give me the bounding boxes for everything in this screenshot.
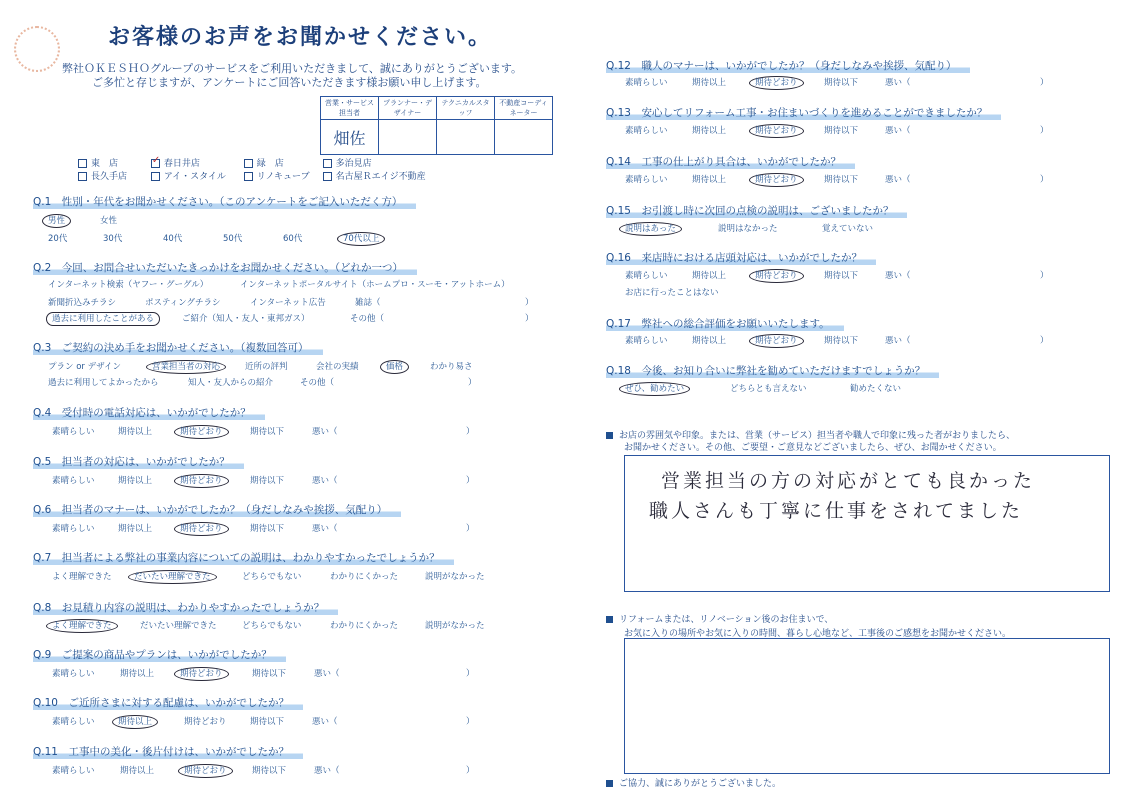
question-q7: Q.7 担当者による弊社の事業内容についての説明は、わかりやすかったでしょうか？ xyxy=(33,550,454,565)
intro-line-1: 弊社ＯＫＥＳＨＯグループのサービスをご利用いただきまして、誠にありがとうございます。 xyxy=(62,62,523,75)
comment-prompt-line: お気に入りの場所やお気に入りの時間、暮らし心地など、工事後のご感想をお聞かせください。 xyxy=(624,629,1012,639)
comment-prompt-line: お聞かせください。その他、ご要望・ご意見などございましたら、ぜひ、お聞かせください。 xyxy=(624,443,1002,453)
option[interactable]: 期待以下 xyxy=(250,717,285,727)
option[interactable]: 悪い（ xyxy=(885,78,911,88)
option[interactable]: お店に行ったことはない xyxy=(625,288,719,298)
option[interactable]: 素晴らしい xyxy=(52,669,95,679)
option[interactable]: だいたい理解できた xyxy=(140,621,217,631)
staff-technical-name[interactable] xyxy=(437,120,495,155)
question-q14: Q.14 工事の仕上がり具合は、いかがでしたか？ xyxy=(606,154,855,169)
option[interactable]: 悪い（ xyxy=(314,766,340,776)
option-selected[interactable]: 営業担当者の対応 xyxy=(146,360,226,374)
option[interactable]: インターネット広告 xyxy=(250,298,326,308)
option[interactable]: 素晴らしい xyxy=(52,717,95,727)
option[interactable]: 悪い（ xyxy=(312,427,338,437)
option[interactable]: 期待以上 xyxy=(692,126,727,136)
comment-prompt-2 xyxy=(606,612,833,625)
option[interactable]: 素晴らしい xyxy=(52,427,95,437)
option[interactable]: 説明がなかった xyxy=(425,572,485,582)
option-selected[interactable]: 期待どおり xyxy=(174,667,229,681)
option-selected[interactable]: 期待どおり xyxy=(749,173,804,187)
question-q1: Q.1 性別・年代をお聞かせください。（このアンケートをご記入いただく方） xyxy=(33,194,416,209)
comment-prompt-line: リフォームまたは、リノベーション後のお住まいで、 xyxy=(619,615,834,625)
option[interactable]: 期待以下 xyxy=(250,427,285,437)
option-selected[interactable]: だいたい理解できた xyxy=(128,570,217,584)
option[interactable]: ポスティングチラシ xyxy=(145,298,221,308)
store-row-1 xyxy=(78,156,372,169)
option-paren: ） xyxy=(466,427,475,437)
option[interactable]: どちらでもない xyxy=(242,572,302,582)
option-selected[interactable]: ぜひ、勧めたい xyxy=(619,382,690,396)
thanks-line xyxy=(606,776,781,789)
option-selected[interactable]: 説明はあった xyxy=(619,222,682,236)
option[interactable]: 悪い（ xyxy=(312,476,338,486)
store-label: 緑 店 xyxy=(256,159,284,169)
option[interactable]: 40代 xyxy=(163,234,183,244)
store-row-2 xyxy=(78,169,426,182)
thanks-text: ご協力、誠にありがとうございました。 xyxy=(619,779,782,789)
option[interactable]: プラン or デザイン xyxy=(48,362,122,372)
store-checkbox[interactable] xyxy=(244,159,253,168)
option[interactable]: 期待以下 xyxy=(252,669,287,679)
option-paren: ） xyxy=(1040,271,1049,281)
option[interactable]: 期待以下 xyxy=(824,126,859,136)
option[interactable]: わかり易さ xyxy=(430,362,473,372)
option[interactable]: 期待どおり xyxy=(184,717,227,727)
option[interactable]: 勧めたくない xyxy=(850,384,902,394)
option-selected[interactable]: 期待どおり xyxy=(749,334,804,348)
option[interactable]: 雑誌（ xyxy=(355,298,381,308)
staff-header-technical: テクニカルスタッフ xyxy=(437,97,495,120)
option-paren: ） xyxy=(1040,336,1049,346)
option[interactable]: 女性 xyxy=(100,216,118,226)
option[interactable]: 素晴らしい xyxy=(625,126,668,136)
option[interactable]: 説明がなかった xyxy=(425,621,485,631)
option-selected[interactable]: よく理解できた xyxy=(46,619,118,633)
option[interactable]: 期待以上 xyxy=(692,78,727,88)
option-paren: ） xyxy=(1040,78,1049,88)
comment-prompt-line: お店の雰囲気や印象。または、営業（サービス）担当者や職人で印象に残った者がおりましたら、 xyxy=(619,431,1016,441)
staff-realestate-name[interactable] xyxy=(495,120,553,155)
option[interactable]: 素晴らしい xyxy=(52,476,95,486)
option[interactable]: 悪い（ xyxy=(314,669,340,679)
store-checkbox[interactable] xyxy=(78,172,87,181)
option[interactable]: 期待以上 xyxy=(692,336,727,346)
square-bullet-icon xyxy=(606,780,613,787)
option[interactable]: 悪い（ xyxy=(885,126,911,136)
option-selected[interactable]: 期待どおり xyxy=(174,425,229,439)
option[interactable]: 会社の実績 xyxy=(316,362,359,372)
option[interactable]: 素晴らしい xyxy=(625,336,668,346)
option[interactable]: ご紹介（知人・友人・東邦ガス） xyxy=(182,314,310,324)
option-selected[interactable]: 期待どおり xyxy=(749,76,804,90)
option[interactable]: 60代 xyxy=(283,234,303,244)
option-selected[interactable]: 70代以上 xyxy=(337,232,385,246)
question-q2: Q.2 今回、お問合せいただいたきっかけをお聞かせください。（どれか一つ） xyxy=(33,260,417,275)
store-label: リノキューブ xyxy=(256,172,310,182)
option[interactable]: 悪い（ xyxy=(885,175,911,185)
store-checkbox[interactable] xyxy=(244,172,253,181)
option-paren: ） xyxy=(525,298,534,308)
option[interactable]: わかりにくかった xyxy=(330,621,399,631)
option[interactable]: 新聞折込みチラシ xyxy=(48,298,117,308)
option[interactable]: その他（ xyxy=(350,314,385,324)
square-bullet-icon xyxy=(606,616,613,623)
company-logo xyxy=(14,26,60,72)
option-selected[interactable]: 価格 xyxy=(380,360,409,374)
option[interactable]: 素晴らしい xyxy=(625,175,668,185)
option-selected[interactable]: 男性 xyxy=(42,214,71,228)
store-label: 名古屋Ｒエイジ不動産 xyxy=(335,172,426,182)
option-paren: ） xyxy=(466,717,475,727)
option-paren: ） xyxy=(466,524,475,534)
option-selected[interactable]: 期待どおり xyxy=(749,124,804,138)
option-selected[interactable]: 過去に利用したことがある xyxy=(46,312,160,326)
option-paren: ） xyxy=(468,378,477,388)
question-q3: Q.3 ご契約の決め手をお聞かせください。（複数回答可） xyxy=(33,340,323,355)
option[interactable]: よく理解できた xyxy=(52,572,112,582)
option[interactable]: 期待以下 xyxy=(250,524,285,534)
question-q13: Q.13 安心してリフォーム工事・お住まいづくりを進めることができましたか？ xyxy=(606,105,1001,120)
question-q5: Q.5 担当者の対応は、いかがでしたか？ xyxy=(33,454,244,469)
staff-sales-name[interactable]: 畑佐 xyxy=(321,120,379,155)
option[interactable]: どちらとも言えない xyxy=(730,384,807,394)
option-selected[interactable]: 期待どおり xyxy=(174,474,229,488)
question-q16: Q.16 来店時における店頭対応は、いかがでしたか？ xyxy=(606,250,876,265)
option[interactable]: 期待以下 xyxy=(824,271,859,281)
option[interactable]: 期待以上 xyxy=(692,271,727,281)
option[interactable]: 素晴らしい xyxy=(625,271,668,281)
option-paren: ） xyxy=(1040,126,1049,136)
question-q6: Q.6 担当者のマナーは、いかがでしたか？（身だしなみや挨拶、気配り） xyxy=(33,502,401,517)
question-q17: Q.17 弊社への総合評価をお願いいたします。 xyxy=(606,316,844,331)
option[interactable]: 30代 xyxy=(103,234,123,244)
option[interactable]: 期待以下 xyxy=(824,175,859,185)
option[interactable]: 悪い（ xyxy=(312,717,338,727)
option[interactable]: 覚えていない xyxy=(822,224,874,234)
option[interactable]: 素晴らしい xyxy=(52,766,95,776)
option[interactable]: その他（ xyxy=(300,378,335,388)
option[interactable]: 期待以上 xyxy=(692,175,727,185)
intro-line-2: ご多忙と存じますが、アンケートにご回答いただきます様お願い申し上げます。 xyxy=(92,76,487,89)
option-selected[interactable]: 期待どおり xyxy=(749,269,804,283)
option-selected[interactable]: 期待どおり xyxy=(178,764,233,778)
option[interactable]: 50代 xyxy=(223,234,243,244)
option[interactable]: 期待以上 xyxy=(118,427,153,437)
option-paren: ） xyxy=(466,669,475,679)
question-q11: Q.11 工事中の美化・後片付けは、いかがでしたか？ xyxy=(33,744,303,759)
option[interactable]: 期待以上 xyxy=(118,476,153,486)
question-q8: Q.8 お見積り内容の説明は、わかりやすかったでしょうか？ xyxy=(33,600,338,615)
comment-box-2[interactable] xyxy=(624,638,1110,774)
store-label: 東 店 xyxy=(91,159,119,169)
handwritten-comment-line: 営業担当の方の対応がとても良かった xyxy=(661,470,1036,492)
question-q18: Q.18 今後、お知り合いに弊社を勧めていただけますでしょうか？ xyxy=(606,363,939,378)
question-q10: Q.10 ご近所さまに対する配慮は、いかがでしたか？ xyxy=(33,695,303,710)
staff-header-planner: プランナー・デザイナー xyxy=(379,97,437,120)
staff-table xyxy=(320,96,553,155)
option[interactable]: 期待以下 xyxy=(250,476,285,486)
store-checkbox[interactable] xyxy=(151,172,160,181)
store-label: 長久手店 xyxy=(91,172,128,182)
option[interactable]: 期待以上 xyxy=(120,766,155,776)
staff-header-realestate: 不動産コーディネーター xyxy=(495,97,553,120)
option[interactable]: インターネット検索（ヤフー・グーグル） xyxy=(48,280,209,290)
page-title: お客様のお声をお聞かせください。 xyxy=(108,25,493,50)
option-selected[interactable]: 期待以上 xyxy=(112,715,158,729)
store-checkbox-checked[interactable]: ✓ xyxy=(151,155,161,166)
option-paren: ） xyxy=(466,766,475,776)
store-checkbox[interactable] xyxy=(323,172,332,181)
option[interactable]: 期待以下 xyxy=(824,78,859,88)
option-selected[interactable]: 期待どおり xyxy=(174,522,229,536)
staff-planner-name[interactable] xyxy=(379,120,437,155)
store-checkbox[interactable] xyxy=(78,159,87,168)
handwritten-comment-line: 職人さんも丁寧に仕事をされてました xyxy=(649,500,1024,522)
store-label: 多治見店 xyxy=(335,159,372,169)
option[interactable]: わかりにくかった xyxy=(330,572,399,582)
option[interactable]: 素晴らしい xyxy=(52,524,95,534)
option[interactable]: 悪い（ xyxy=(312,524,338,534)
option[interactable]: 悪い（ xyxy=(885,271,911,281)
question-q4: Q.4 受付時の電話対応は、いかがでしたか？ xyxy=(33,405,265,420)
store-label: 春日井店 xyxy=(163,159,200,169)
question-q9: Q.9 ご提案の商品やプランは、いかがでしたか？ xyxy=(33,647,286,662)
option[interactable]: どちらでもない xyxy=(242,621,302,631)
option[interactable]: 期待以下 xyxy=(252,766,287,776)
option[interactable]: 近所の評判 xyxy=(245,362,288,372)
option[interactable]: 期待以上 xyxy=(118,524,153,534)
option[interactable]: 20代 xyxy=(48,234,68,244)
question-q15: Q.15 お引渡し時に次回の点検の説明は、ございましたか？ xyxy=(606,203,907,218)
option[interactable]: インターネットポータルサイト（ホームプロ・スーモ・アットホーム） xyxy=(240,280,510,290)
question-q12: Q.12 職人のマナーは、いかがでしたか？（身だしなみや挨拶、気配り） xyxy=(606,58,970,73)
option[interactable]: 悪い（ xyxy=(885,336,911,346)
store-label: アイ・スタイル xyxy=(163,172,226,182)
option[interactable]: 過去に利用してよかったから xyxy=(48,378,159,388)
option-paren: ） xyxy=(1040,175,1049,185)
staff-header-sales: 営業・サービス担当者 xyxy=(321,97,379,120)
square-bullet-icon xyxy=(606,432,613,439)
option[interactable]: 期待以上 xyxy=(120,669,155,679)
option[interactable]: 期待以下 xyxy=(824,336,859,346)
option[interactable]: 知人・友人からの紹介 xyxy=(188,378,274,388)
option-paren: ） xyxy=(466,476,475,486)
option[interactable]: 素晴らしい xyxy=(625,78,668,88)
store-checkbox[interactable] xyxy=(323,159,332,168)
comment-box-1[interactable] xyxy=(624,455,1110,592)
option[interactable]: 説明はなかった xyxy=(718,224,778,234)
option-paren: ） xyxy=(525,314,534,324)
